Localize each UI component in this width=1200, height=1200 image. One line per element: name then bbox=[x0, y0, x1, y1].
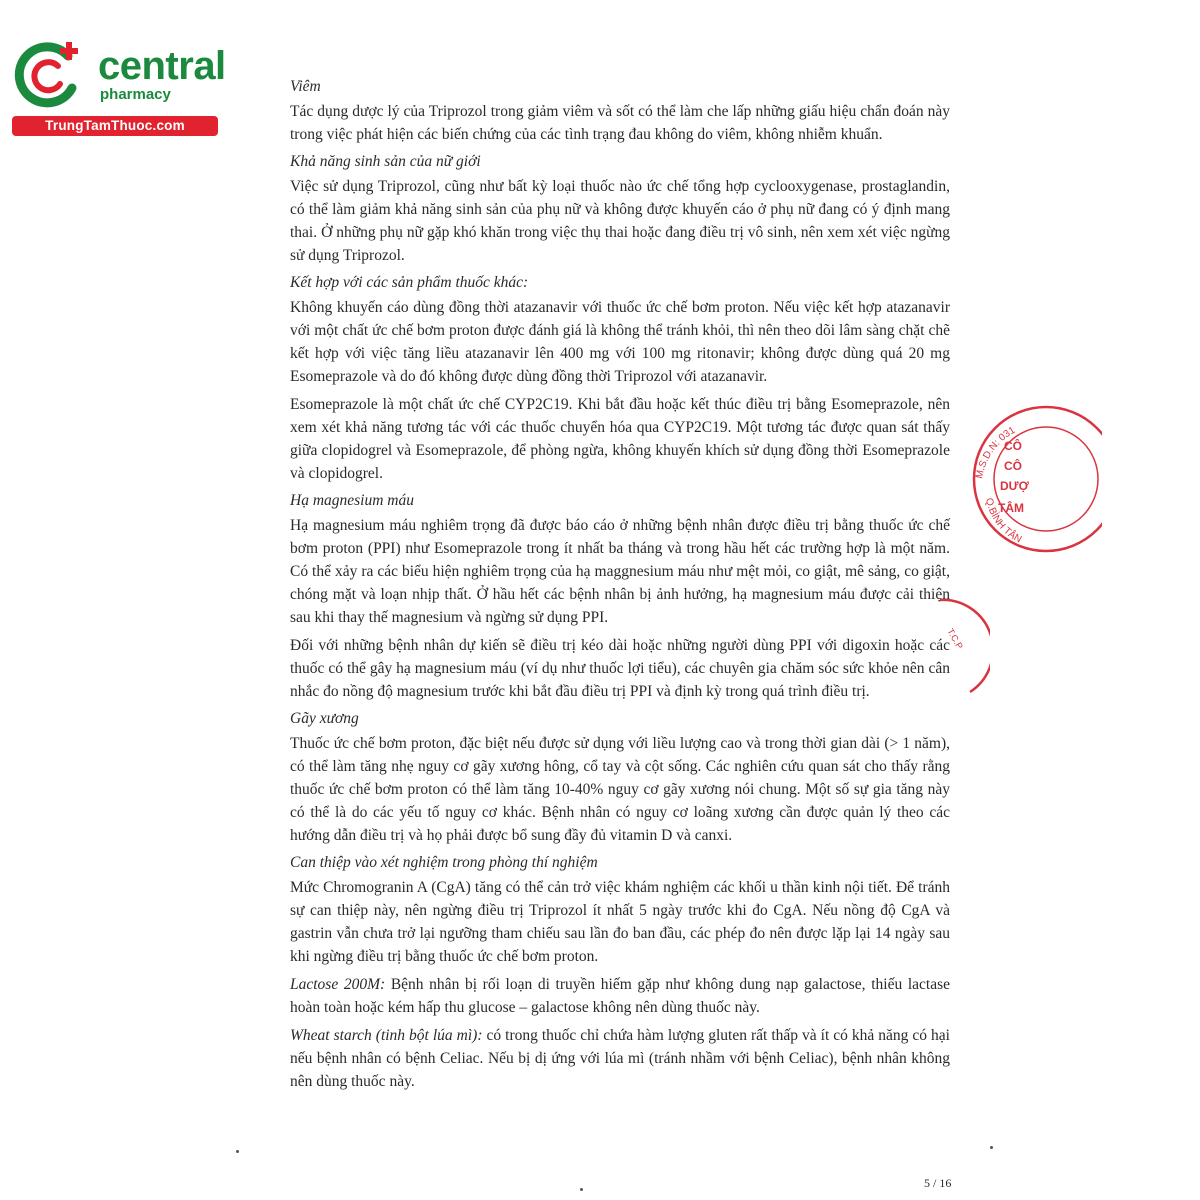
scan-speck bbox=[580, 1188, 583, 1191]
stamp-line-3: DƯỢ bbox=[1000, 479, 1029, 493]
section-paragraph: Không khuyến cáo dùng đồng thời atazanavir với thuốc ức chế bơm proton. Nếu việc kết hợp atazanavir với một chất ức chế bơm proton được đánh giá là không thể tránh khỏi, thì nên theo dõi lâm sàng chặt chẽ kết hợp với việc tăng liều atazanavir lên 400 mg với 100 mg ritonavir; không được dùng quá 20 mg Esomeprazole và do đó không được dùng đồng thời Triprozol với atazanavir. bbox=[290, 299, 950, 385]
central-pharmacy-logo-icon bbox=[10, 36, 90, 116]
stamp-ring-text-bottom: Q.BÌNH TÂN bbox=[982, 497, 1024, 546]
note-lactose bbox=[290, 973, 950, 1019]
stamp-arc-text: T.C.P bbox=[945, 626, 965, 651]
section-paragraph: Tác dụng dược lý của Triprozol trong giảm viêm và sốt có thể làm che lấp những giấu hiệu chẩn đoán này trong việc phát hiện các biến chứng của các tình trạng đau không do viêm, không nhiễm khuẩn. bbox=[290, 103, 950, 143]
section-hypomagnesemia bbox=[290, 490, 950, 703]
stamp-ring-text: M.S.D.N: 031 bbox=[974, 424, 1018, 480]
section-paragraph: Thuốc ức chế bơm proton, đặc biệt nếu được sử dụng với liều lượng cao và trong thời gian dài (> 1 năm), có thể làm tăng nhẹ nguy cơ gãy xương hông, cổ tay và cột sống. Các nghiên cứu quan sát cho thấy rằng thuốc ức chế bơm proton có thể làm tăng 10-40% nguy cơ gãy xương nói chung. Một số sự gia tăng này có thể là do các yếu tố nguy cơ khác. Bệnh nhân có nguy cơ loãng xương cần được quản lý theo các hướng dẫn điều trị và họ phải được bổ sung đầy đủ vitamin D và canxi. bbox=[290, 735, 950, 844]
stamp-line-4: TÂM bbox=[998, 501, 1024, 515]
note-lead: Wheat starch (tinh bột lúa mì): bbox=[290, 1027, 483, 1044]
note-lead: Lactose 200M: bbox=[290, 976, 386, 993]
logo-text bbox=[98, 46, 226, 104]
pharmacy-logo bbox=[10, 36, 226, 136]
company-stamp bbox=[962, 404, 1102, 554]
section-paragraph: Việc sử dụng Triprozol, cũng như bất kỳ loại thuốc nào ức chế tổng hợp cyclooxygenase, prostaglandin, có thể làm giảm khả năng sinh sản của phụ nữ và không được khuyến cáo ở phụ nữ đang có ý định mang thai. Ở những phụ nữ gặp khó khăn trong việc thụ thai hoặc đang điều trị vô sinh, nên xem xét việc ngừng sử dụng Triprozol. bbox=[290, 178, 950, 264]
document-body bbox=[290, 76, 950, 1098]
section-paragraph: Esomeprazole là một chất ức chế CYP2C19. Khi bắt đầu hoặc kết thúc điều trị bằng Esomeprazole, nên xem xét khả năng tương tác với các thuốc chuyển hóa qua CYP2C19. Một tương tác được quan sát thấy giữa clopidogrel và Esomeprazole, để phòng ngừa, không khuyến khích sử dụng đồng thời Esomeprazole và clopidogrel. bbox=[290, 396, 950, 482]
scan-speck bbox=[990, 1146, 993, 1149]
stamp-line-2: CÔ bbox=[1004, 459, 1022, 473]
section-paragraph: Đối với những bệnh nhân dự kiến sẽ điều trị kéo dài hoặc những người dùng PPI với digoxin hoặc các thuốc có thể gây hạ magnesium máu (ví dụ như thuốc lợi tiểu), các chuyên gia chăm sóc sức khỏe nên cân nhắc đo nồng độ magnesium trước khi bắt đầu điều trị PPI và định kỳ trong quá trình điều trị. bbox=[290, 637, 950, 700]
section-bone-fracture bbox=[290, 708, 950, 847]
section-heading: Khả năng sinh sản của nữ giới bbox=[290, 153, 481, 170]
section-heading: Viêm bbox=[290, 78, 321, 95]
section-inflammation bbox=[290, 76, 950, 146]
section-fertility bbox=[290, 151, 950, 267]
note-text: Bệnh nhân bị rối loạn di truyền hiếm gặp như không dung nạp galactose, thiếu lactase hoàn toàn hoặc kém hấp thu glucose – galactose không nên dùng thuốc này. bbox=[290, 976, 950, 1016]
note-text: có trong thuốc chỉ chứa hàm lượng gluten rất thấp và ít có khả năng có hại nếu bệnh nhân có bệnh Celiac. Nếu bị dị ứng với lúa mì (tránh nhầm với bệnh Celiac), bệnh nhân không nên dùng thuốc này. bbox=[290, 1027, 950, 1090]
section-drug-combination bbox=[290, 272, 950, 485]
scan-speck bbox=[236, 1150, 239, 1153]
stamp-line-1: CÔ bbox=[1004, 439, 1022, 453]
logo-sub: pharmacy bbox=[100, 86, 171, 103]
note-wheat-starch bbox=[290, 1024, 950, 1093]
section-heading: Kết hợp với các sản phẩm thuốc khác: bbox=[290, 274, 529, 291]
section-heading: Hạ magnesium máu bbox=[290, 492, 414, 509]
section-paragraph: Hạ magnesium máu nghiêm trọng đã được báo cáo ở những bệnh nhân được điều trị bằng thuốc ức chế bơm proton (PPI) như Esomeprazole trong ít nhất ba tháng và trong hầu hết các trường hợp là một năm. Có thể xảy ra các biểu hiện nghiêm trọng của hạ maggnesium máu như mệt mỏi, co giật, mê sảng, co giật, chóng mặt và loạn nhịp thất. Ở hầu hết các bệnh nhân bị ảnh hưởng, hạ magnesium máu được cải thiện sau khi thay thế magnesium và ngừng sử dụng PPI. bbox=[290, 517, 950, 626]
logo-website: TrungTamThuoc.com bbox=[12, 116, 218, 136]
section-heading: Can thiệp vào xét nghiệm trong phòng thí nghiệm bbox=[290, 854, 598, 871]
section-lab-interference bbox=[290, 852, 950, 968]
logo-brand: central bbox=[98, 44, 226, 88]
section-paragraph: Mức Chromogranin A (CgA) tăng có thể cản trở việc khám nghiệm các khối u thần kinh nội tiết. Để tránh sự can thiệp này, nên ngừng điều trị Triprozol ít nhất 5 ngày trước khi đo CgA. Nếu nồng độ CgA và gastrin vẫn chưa trở lại ngưỡng tham chiếu sau lần đo ban đầu, các phép đo nên được lặp lại 14 ngày sau khi ngừng điều trị bằng thuốc ức chế bơm proton. bbox=[290, 879, 950, 965]
section-heading: Gãy xương bbox=[290, 710, 359, 727]
page-number: 5 / 16 bbox=[924, 1176, 952, 1190]
